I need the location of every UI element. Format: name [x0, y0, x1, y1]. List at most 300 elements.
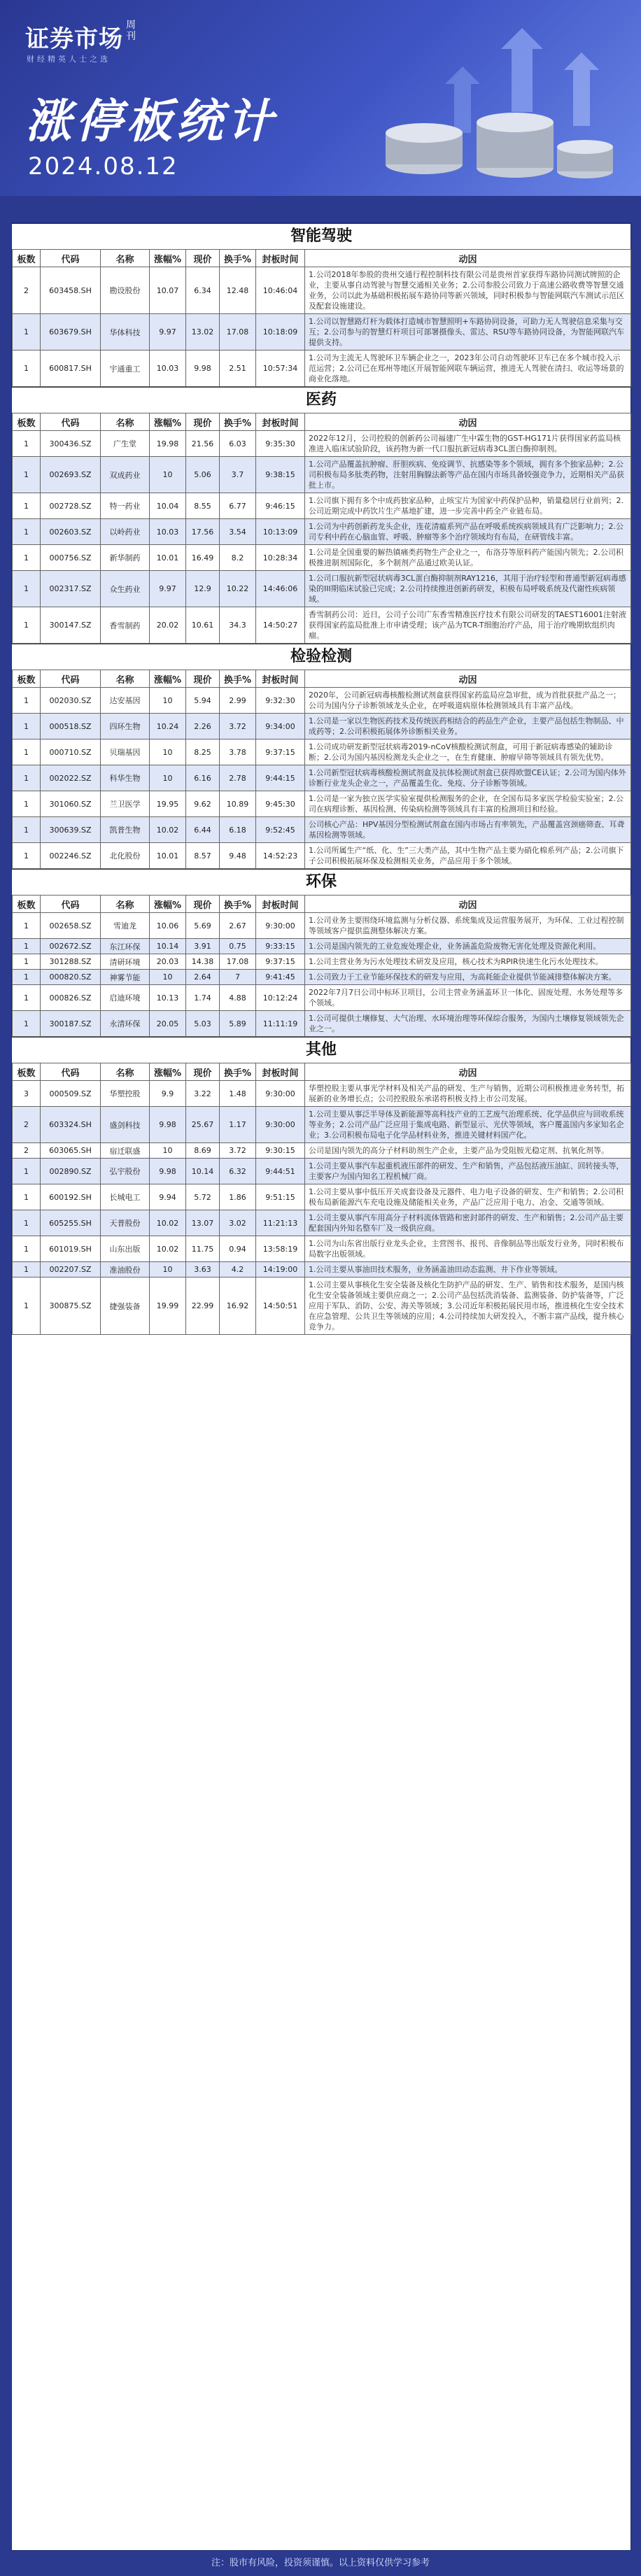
column-header: 换手% — [220, 1063, 256, 1081]
table-row — [13, 1278, 631, 1335]
table-cell: 1 — [13, 939, 41, 954]
table-cell: 10:57:34 — [256, 351, 305, 387]
table-row — [13, 739, 631, 765]
table-cell: 002693.SZ — [41, 457, 101, 493]
table-cell: 1 — [13, 457, 41, 493]
table-cell: 6.18 — [220, 817, 256, 843]
table-cell: 9:30:00 — [256, 1107, 305, 1143]
table-cell: 3.72 — [220, 1143, 256, 1159]
table-cell: 13:58:19 — [256, 1236, 305, 1262]
column-header: 现价 — [186, 413, 220, 431]
table-header-row — [13, 250, 631, 267]
table-cell: 10:13:09 — [256, 519, 305, 545]
table-cell: 准油股份 — [101, 1262, 150, 1278]
table-cell: 10 — [150, 765, 186, 791]
table-row — [13, 1210, 631, 1236]
table-cell: 16.92 — [220, 1278, 256, 1335]
table-cell: 9:34:00 — [256, 714, 305, 739]
column-header: 现价 — [186, 250, 220, 267]
table-cell: 2.26 — [186, 714, 220, 739]
column-header: 名称 — [101, 896, 150, 913]
table-cell: 603458.SH — [41, 267, 101, 314]
table-cell: 9.62 — [186, 791, 220, 817]
table-cell: 10.04 — [150, 493, 186, 519]
column-header: 代码 — [41, 413, 101, 431]
column-header: 板数 — [13, 1063, 41, 1081]
table-cell: 1 — [13, 493, 41, 519]
table-cell: 9:46:15 — [256, 493, 305, 519]
table-cell: 1.48 — [220, 1081, 256, 1107]
table-cell: 四环生物 — [101, 714, 150, 739]
table-cell: 2.51 — [220, 351, 256, 387]
column-header: 代码 — [41, 670, 101, 688]
table-cell: 300639.SZ — [41, 817, 101, 843]
column-header: 封板时间 — [256, 250, 305, 267]
table-cell: 天普股份 — [101, 1210, 150, 1236]
table-cell: 20.03 — [150, 954, 186, 970]
table-cell: 34.3 — [220, 607, 256, 644]
column-header: 涨幅% — [150, 413, 186, 431]
reason-cell: 1.公司可提供土壤修复、大气治理、水环境治理等环保综合服务，为国内土壤修复领域领先企业之一。 — [305, 1011, 631, 1037]
table-cell: 10 — [150, 1262, 186, 1278]
table-cell: 新华制药 — [101, 545, 150, 571]
reason-cell: 1.公司旗下拥有多个中成药独家品种，止咳宝片为国家中药保护品种，销量稳居行业前列；2.公司近期完成中药饮片生产基地扩建，进一步完善中药全产业链布局。 — [305, 493, 631, 519]
table-cell: 3.7 — [220, 457, 256, 493]
reason-cell: 1.公司是一家以生物医药技术及传统医药相结合的药品生产企业，主要产品包括生物制品、中成药等；2.公司积极拓展体外诊断相关业务。 — [305, 714, 631, 739]
table-cell: 10:12:24 — [256, 985, 305, 1011]
table-cell: 众生药业 — [101, 571, 150, 607]
table-cell: 3.78 — [220, 739, 256, 765]
table-cell: 002022.SZ — [41, 765, 101, 791]
table-cell: 8.69 — [186, 1143, 220, 1159]
table-cell: 特一药业 — [101, 493, 150, 519]
table-cell: 北化股份 — [101, 843, 150, 869]
table-row — [13, 457, 631, 493]
reason-cell: 1.公司主要从事泛半导体及新能源等高科技产业的工艺废气治理系统、化学品供应与回收系统等业务；2.公司产品广泛应用于集成电路、新型显示、光伏等领域，客户覆盖国内多家知名企业；3.公司积极布局电子化学品材料业务，推进关键材料国产化。 — [305, 1107, 631, 1143]
table-cell: 19.95 — [150, 791, 186, 817]
table-cell: 双成药业 — [101, 457, 150, 493]
reason-cell: 2020年，公司新冠病毒核酸检测试剂盒获得国家药监局应急审批，成为首批获批产品之一；公司为国内分子诊断领域龙头企业，在呼吸道病原体检测领域具有丰富产品线。 — [305, 688, 631, 714]
table-cell: 300436.SZ — [41, 431, 101, 457]
column-header: 现价 — [186, 670, 220, 688]
table-cell: 11:11:19 — [256, 1011, 305, 1037]
table-cell: 1 — [13, 843, 41, 869]
footer-disclaimer: 注：股市有风险，投资须谨慎。以上资料仅供学习参考 — [211, 2558, 430, 2568]
table-row — [13, 791, 631, 817]
table-cell: 宿迁联盛 — [101, 1143, 150, 1159]
reason-cell: 1.公司新型冠状病毒核酸检测试剂盒及抗体检测试剂盒已获得欧盟CE认证；2.公司为国内体外诊断行业龙头企业之一，产品覆盖生化、免疫、分子诊断等领域。 — [305, 765, 631, 791]
table-cell: 10 — [150, 739, 186, 765]
table-cell: 9:41:45 — [256, 970, 305, 985]
table-row — [13, 1184, 631, 1210]
reason-cell: 1.公司以智慧路灯杆为载体打造城市智慧照明+车路协同设备，可助力无人驾驶信息采集与交互；2.公司参与的智慧灯杆项目可部署摄像头、雷达、RSU等车路协同设备，为智能网联汽车提供支持。 — [305, 314, 631, 351]
column-header: 名称 — [101, 1063, 150, 1081]
table-cell: 长城电工 — [101, 1184, 150, 1210]
table-cell: 2.64 — [186, 970, 220, 985]
table-row — [13, 765, 631, 791]
table-cell: 002658.SZ — [41, 913, 101, 939]
section-title: 其他 — [12, 1037, 631, 1063]
table-cell: 神雾节能 — [101, 970, 150, 985]
table-cell: 10 — [150, 688, 186, 714]
table-cell: 300187.SZ — [41, 1011, 101, 1037]
column-header: 现价 — [186, 1063, 220, 1081]
column-header: 封板时间 — [256, 896, 305, 913]
table-cell: 9:52:45 — [256, 817, 305, 843]
column-header: 封板时间 — [256, 1063, 305, 1081]
table-cell: 5.06 — [186, 457, 220, 493]
table-cell: 1 — [13, 607, 41, 644]
table-cell: 9:45:30 — [256, 791, 305, 817]
reason-cell: 1.公司为山东省出版行业龙头企业，主营图书、报刊、音像制品等出版发行业务，同时积极布局数字出版领域。 — [305, 1236, 631, 1262]
column-header: 涨幅% — [150, 896, 186, 913]
column-header: 现价 — [186, 896, 220, 913]
table-cell: 9:38:15 — [256, 457, 305, 493]
table-cell: 600817.SH — [41, 351, 101, 387]
table-cell: 601019.SH — [41, 1236, 101, 1262]
table-cell: 301288.SZ — [41, 954, 101, 970]
table-cell: 1.74 — [186, 985, 220, 1011]
table-cell: 1 — [13, 571, 41, 607]
column-header: 涨幅% — [150, 250, 186, 267]
reason-cell: 1.公司致力于工业节能环保技术的研发与应用，为高耗能企业提供节能减排整体解决方案。 — [305, 970, 631, 985]
table-cell: 603679.SH — [41, 314, 101, 351]
table-cell: 6.77 — [220, 493, 256, 519]
table-cell: 21.56 — [186, 431, 220, 457]
section-title: 检验检测 — [12, 644, 631, 670]
table-cell: 10.02 — [150, 1236, 186, 1262]
report-date: 2024.08.12 — [28, 153, 178, 181]
table-row — [13, 843, 631, 869]
column-header: 板数 — [13, 413, 41, 431]
table-cell: 11:21:13 — [256, 1210, 305, 1236]
table-cell: 9.97 — [150, 571, 186, 607]
reason-cell: 1.公司口服抗新型冠状病毒3CL蛋白酶抑制剂RAY1216，其用于治疗轻型和普通型新冠病毒感染的III期临床试验已完成；2.公司持续推进创新药研发，积极布局呼吸系统及代谢性疾病领域。 — [305, 571, 631, 607]
table-cell: 6.03 — [220, 431, 256, 457]
table-cell: 002030.SZ — [41, 688, 101, 714]
table-cell: 弘宇股份 — [101, 1159, 150, 1184]
table-cell: 14:46:06 — [256, 571, 305, 607]
table-cell: 3.63 — [186, 1262, 220, 1278]
section-title: 医药 — [12, 387, 631, 413]
table-cell: 10.01 — [150, 843, 186, 869]
reason-cell: 1.公司是一家为独立医学实验室提供检测服务的企业，在全国布局多家医学检验实验室；2.公司在病理诊断、基因检测、传染病检测等领域具有丰富的检测项目和经验。 — [305, 791, 631, 817]
column-header: 代码 — [41, 1063, 101, 1081]
table-row — [13, 714, 631, 739]
table-row — [13, 1159, 631, 1184]
table-cell: 1 — [13, 545, 41, 571]
table-cell: 14:50:27 — [256, 607, 305, 644]
table-cell: 9.48 — [220, 843, 256, 869]
reason-cell: 1.公司为主流无人驾驶环卫车辆企业之一，2023年公司自动驾驶环卫车已在多个城市投入示范运营；2.公司已在郑州等地区开展智能网联车辆运营，推进无人驾驶在清扫、收运等场景的商业化落地。 — [305, 351, 631, 387]
table-cell: 科华生物 — [101, 765, 150, 791]
table-cell: 3.54 — [220, 519, 256, 545]
column-header: 动因 — [305, 1063, 631, 1081]
table-cell: 广生堂 — [101, 431, 150, 457]
table-cell: 香雪制药 — [101, 607, 150, 644]
table-cell: 5.89 — [220, 1011, 256, 1037]
table-cell: 5.94 — [186, 688, 220, 714]
table-cell: 3.22 — [186, 1081, 220, 1107]
reason-cell: 2022年7月7日公司中标环卫项目，公司主营业务涵盖环卫一体化、固废处理、水务处理等多个领域。 — [305, 985, 631, 1011]
table-cell: 4.2 — [220, 1262, 256, 1278]
table-cell: 10:28:34 — [256, 545, 305, 571]
section-table — [12, 895, 631, 1037]
table-cell: 10.02 — [150, 1210, 186, 1236]
table-cell: 10 — [150, 1143, 186, 1159]
table-cell: 10 — [150, 457, 186, 493]
table-cell: 12.48 — [220, 267, 256, 314]
table-cell: 启迪环境 — [101, 985, 150, 1011]
table-row — [13, 913, 631, 939]
page-title: 涨停板统计 — [25, 94, 277, 148]
reason-cell: 公司核心产品：HPV基因分型检测试剂盒在国内市场占有率领先，产品覆盖宫颈癌筛查、耳聋基因检测等领域。 — [305, 817, 631, 843]
table-cell: 华体科技 — [101, 314, 150, 351]
table-row — [13, 1081, 631, 1107]
column-header: 动因 — [305, 670, 631, 688]
table-cell: 1 — [13, 913, 41, 939]
column-header: 换手% — [220, 896, 256, 913]
column-header: 换手% — [220, 413, 256, 431]
table-header-row — [13, 670, 631, 688]
column-header: 名称 — [101, 413, 150, 431]
table-row — [13, 607, 631, 644]
table-cell: 3 — [13, 1081, 41, 1107]
table-cell: 10.03 — [150, 519, 186, 545]
column-header: 封板时间 — [256, 413, 305, 431]
table-cell: 10:46:04 — [256, 267, 305, 314]
table-cell: 4.88 — [220, 985, 256, 1011]
table-cell: 000826.SZ — [41, 985, 101, 1011]
table-cell: 17.08 — [220, 314, 256, 351]
section-title: 智能驾驶 — [12, 223, 631, 249]
table-cell: 9:35:30 — [256, 431, 305, 457]
column-header: 动因 — [305, 413, 631, 431]
table-cell: 19.98 — [150, 431, 186, 457]
table-cell: 9.94 — [150, 1184, 186, 1210]
table-cell: 1 — [13, 351, 41, 387]
column-header: 代码 — [41, 250, 101, 267]
table-cell: 9.98 — [150, 1107, 186, 1143]
table-row — [13, 1107, 631, 1143]
coins-arrows-illustration — [361, 28, 613, 182]
table-cell: 10.02 — [150, 817, 186, 843]
table-cell: 000710.SZ — [41, 739, 101, 765]
table-row — [13, 431, 631, 457]
table-cell: 10:18:09 — [256, 314, 305, 351]
table-cell: 12.9 — [186, 571, 220, 607]
table-cell: 3.72 — [220, 714, 256, 739]
reason-cell: 1.公司主要从事核化生安全装备及核化生防护产品的研发、生产、销售和技术服务，是国内核化生安全装备领域主要供应商之一；2.公司产品包括洗消装备、监测装备、防护装备等，广泛应用于军队、消防、公安、海关等领域；3.公司近年积极拓展民用市场，推进核化生安全技术在应急管理、公共卫生等领域的应用；4.公司持续加大研发投入，不断丰富产品线，提升核心竞争力。 — [305, 1278, 631, 1335]
table-cell: 9.97 — [150, 314, 186, 351]
table-cell: 14:50:51 — [256, 1278, 305, 1335]
table-cell: 1 — [13, 1236, 41, 1262]
table-row — [13, 571, 631, 607]
table-header-row — [13, 1063, 631, 1081]
table-cell: 华塑控股 — [101, 1081, 150, 1107]
column-header: 换手% — [220, 250, 256, 267]
table-header-row — [13, 896, 631, 913]
column-header: 名称 — [101, 250, 150, 267]
table-cell: 宇通重工 — [101, 351, 150, 387]
table-cell: 1 — [13, 1210, 41, 1236]
table-cell: 9:30:00 — [256, 1081, 305, 1107]
table-cell: 13.07 — [186, 1210, 220, 1236]
table-cell: 兰卫医学 — [101, 791, 150, 817]
table-cell: 勘设股份 — [101, 267, 150, 314]
table-cell: 5.69 — [186, 913, 220, 939]
table-row — [13, 688, 631, 714]
column-header: 涨幅% — [150, 1063, 186, 1081]
table-cell: 300875.SZ — [41, 1278, 101, 1335]
reason-cell: 1.公司产品覆盖抗肿瘤、肝胆疾病、免疫调节、抗感染等多个领域，拥有多个独家品种；2.公司积极布局多肽类药物，注射用胸腺法新等产品在国内市场具备较强竞争力，近期相关产品获批上市。 — [305, 457, 631, 493]
table-cell: 2.78 — [220, 765, 256, 791]
table-cell: 9:32:30 — [256, 688, 305, 714]
table-cell: 1 — [13, 431, 41, 457]
reason-cell: 香雪制药公司：近日，公司子公司广东香雪精准医疗技术有限公司研发的TAEST16001注射液获得国家药监局批准上市申请受理；该产品为TCR-T细胞治疗产品，用于治疗晚期软组织肉瘤。 — [305, 607, 631, 644]
table-cell: 1 — [13, 714, 41, 739]
table-cell: 3.02 — [220, 1210, 256, 1236]
table-row — [13, 314, 631, 351]
column-header: 封板时间 — [256, 670, 305, 688]
column-header: 板数 — [13, 670, 41, 688]
table-row — [13, 1143, 631, 1159]
brand-logo — [25, 20, 137, 54]
section-table — [12, 1063, 631, 1335]
reason-cell: 1.公司成功研发新型冠状病毒2019-nCoV核酸检测试剂盒，可用于新冠病毒感染的辅助诊断；2.公司为国内基因检测龙头企业之一，在生育健康、肿瘤早筛等领域具有领先优势。 — [305, 739, 631, 765]
table-cell: 0.94 — [220, 1236, 256, 1262]
table-cell: 14:52:23 — [256, 843, 305, 869]
table-cell: 9:33:15 — [256, 939, 305, 954]
table-cell: 603324.SH — [41, 1107, 101, 1143]
table-cell: 10.07 — [150, 267, 186, 314]
table-cell: 600192.SH — [41, 1184, 101, 1210]
table-cell: 000820.SZ — [41, 970, 101, 985]
table-cell: 1 — [13, 985, 41, 1011]
column-header: 涨幅% — [150, 670, 186, 688]
column-header: 动因 — [305, 250, 631, 267]
section-title: 环保 — [12, 869, 631, 895]
section-table — [12, 413, 631, 644]
reason-cell: 1.公司主要从事油田技术服务，业务涵盖油田动态监测、井下作业等领域。 — [305, 1262, 631, 1278]
table-cell: 5.72 — [186, 1184, 220, 1210]
limit-up-sheet — [11, 222, 631, 2551]
table-cell: 9:30:00 — [256, 913, 305, 939]
table-cell: 10.61 — [186, 607, 220, 644]
logo-small-text: 周刊 — [126, 20, 136, 42]
table-cell: 1 — [13, 1011, 41, 1037]
table-cell: 10.22 — [220, 571, 256, 607]
table-cell: 3.91 — [186, 939, 220, 954]
table-cell: 17.56 — [186, 519, 220, 545]
table-cell: 10.89 — [220, 791, 256, 817]
table-cell: 6.16 — [186, 765, 220, 791]
reason-cell: 1.公司是国内领先的工业危废处理企业，业务涵盖危险废物无害化处理及资源化利用。 — [305, 939, 631, 954]
table-row — [13, 351, 631, 387]
table-cell: 盛剑科技 — [101, 1107, 150, 1143]
table-cell: 605255.SH — [41, 1210, 101, 1236]
reason-cell: 华塑控股主要从事光学材料及相关产品的研发、生产与销售，近期公司积极推进业务转型，拓展新的业务增长点；公司控股股东承诺将积极支持上市公司发展。 — [305, 1081, 631, 1107]
table-cell: 17.08 — [220, 954, 256, 970]
table-cell: 19.99 — [150, 1278, 186, 1335]
table-cell: 捷强装备 — [101, 1278, 150, 1335]
column-header: 板数 — [13, 896, 41, 913]
table-cell: 10.06 — [150, 913, 186, 939]
table-cell: 9.98 — [150, 1159, 186, 1184]
table-cell: 东江环保 — [101, 939, 150, 954]
table-cell: 贝瑞基因 — [101, 739, 150, 765]
table-cell: 10.14 — [186, 1159, 220, 1184]
table-cell: 7 — [220, 970, 256, 985]
table-cell: 22.99 — [186, 1278, 220, 1335]
table-cell: 6.44 — [186, 817, 220, 843]
reason-cell: 1.公司所属生产“纸、化、生”三大类产品，其中生物产品主要为硝化棉系列产品；2.公司旗下子公司积极拓展环保及检测相关业务，产品应用于多个领域。 — [305, 843, 631, 869]
table-cell: 1 — [13, 688, 41, 714]
column-header: 名称 — [101, 670, 150, 688]
reason-cell: 1.公司是全国重要的解热镇痛类药物生产企业之一，布洛芬等原料药产能国内领先；2.公司积极推进制剂国际化，多个制剂产品通过欧美认证。 — [305, 545, 631, 571]
table-cell: 10.13 — [150, 985, 186, 1011]
table-cell: 9.9 — [150, 1081, 186, 1107]
table-cell: 1 — [13, 519, 41, 545]
table-cell: 10.03 — [150, 351, 186, 387]
table-cell: 002317.SZ — [41, 571, 101, 607]
table-cell: 10 — [150, 970, 186, 985]
column-header: 板数 — [13, 250, 41, 267]
table-row — [13, 939, 631, 954]
table-cell: 8.55 — [186, 493, 220, 519]
table-cell: 25.67 — [186, 1107, 220, 1143]
reason-cell: 1.公司主要从事汽车用高分子材料流体管路和密封部件的研发、生产和销售；2.公司产品主要配套国内外知名整车厂及一级供应商。 — [305, 1210, 631, 1236]
table-row — [13, 954, 631, 970]
table-cell: 14.38 — [186, 954, 220, 970]
table-row — [13, 817, 631, 843]
table-cell: 10.14 — [150, 939, 186, 954]
table-cell: 1 — [13, 739, 41, 765]
table-cell: 5.03 — [186, 1011, 220, 1037]
table-cell: 雪迪龙 — [101, 913, 150, 939]
reason-cell: 1.公司主要从事汽车起重机液压部件的研发、生产和销售，产品包括液压油缸、回转接头等，主要客户为国内知名工程机械厂商。 — [305, 1159, 631, 1184]
table-cell: 9:30:15 — [256, 1143, 305, 1159]
table-cell: 9:51:15 — [256, 1184, 305, 1210]
table-cell: 1 — [13, 1278, 41, 1335]
table-cell: 1 — [13, 970, 41, 985]
table-cell: 0.75 — [220, 939, 256, 954]
reason-cell: 1.公司主要从事中低压开关成套设备及元器件、电力电子设备的研发、生产和销售；2.公司积极布局新能源汽车充电设施及储能相关业务，产品广泛应用于电力、冶金、交通等领域。 — [305, 1184, 631, 1210]
table-cell: 000509.SZ — [41, 1081, 101, 1107]
table-cell: 1 — [13, 314, 41, 351]
table-cell: 9:37:15 — [256, 954, 305, 970]
table-cell: 1.17 — [220, 1107, 256, 1143]
table-cell: 清研环境 — [101, 954, 150, 970]
table-cell: 2 — [13, 1107, 41, 1143]
table-cell: 14:19:00 — [256, 1262, 305, 1278]
table-cell: 2 — [13, 1143, 41, 1159]
table-cell: 300147.SZ — [41, 607, 101, 644]
table-cell: 9:37:15 — [256, 739, 305, 765]
table-cell: 301060.SZ — [41, 791, 101, 817]
reason-cell: 1.公司业务主要围绕环境监测与分析仪器、系统集成及运营服务展开，为环保、工业过程控制等领域客户提供监测整体解决方案。 — [305, 913, 631, 939]
reason-cell: 1.公司主营业务为污水处理技术研发及应用，核心技术为RPIR快速生化污水处理技术。 — [305, 954, 631, 970]
reason-cell: 1.公司2018年参股的贵州交通行程控制科技有限公司是贵州首家获得车路协同测试牌照的企业，主要从事自动驾驶与智慧交通相关业务；2.公司参股公司致力于高速公路收费等智慧交通业务，公司以此为基础积极拓展车路协同等新兴领域，同时积极参与智能网联汽车测试示范区及配套设施建设。 — [305, 267, 631, 314]
table-cell: 1 — [13, 1184, 41, 1210]
table-cell: 9:44:15 — [256, 765, 305, 791]
table-cell: 11.75 — [186, 1236, 220, 1262]
column-header: 换手% — [220, 670, 256, 688]
table-cell: 002728.SZ — [41, 493, 101, 519]
table-cell: 2.99 — [220, 688, 256, 714]
table-cell: 13.02 — [186, 314, 220, 351]
table-cell: 1 — [13, 765, 41, 791]
